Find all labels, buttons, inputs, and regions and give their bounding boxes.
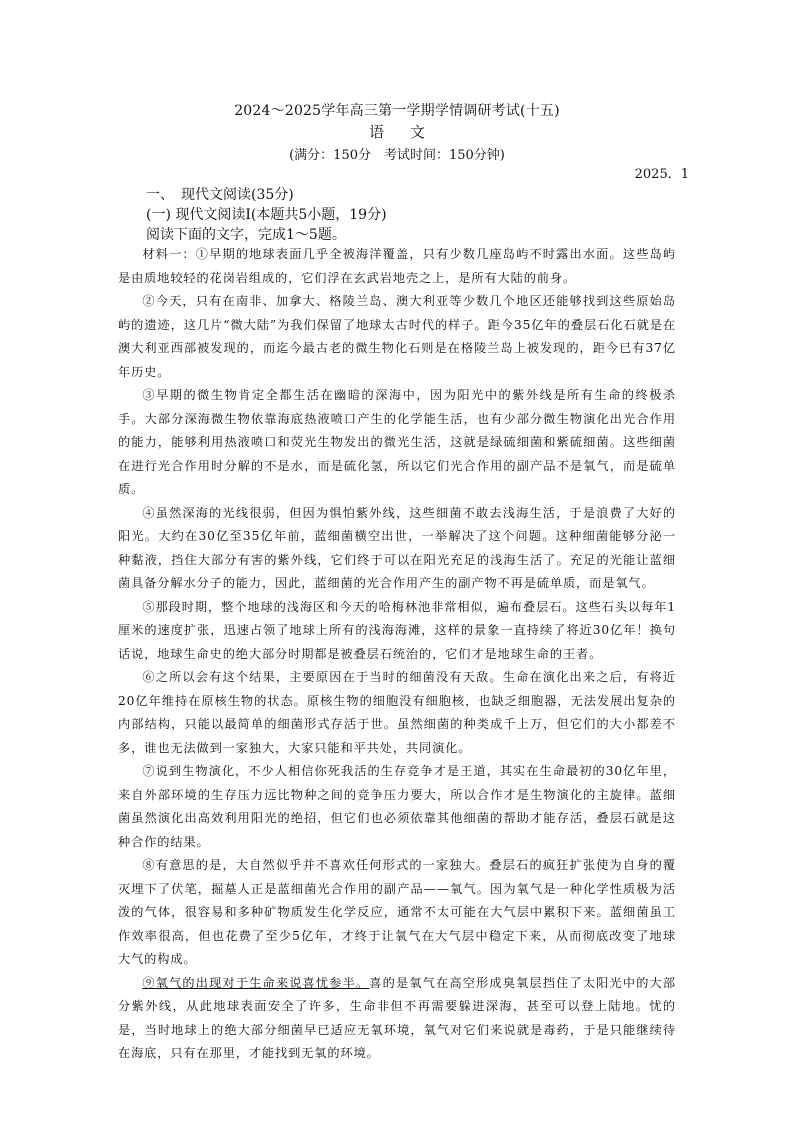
passage-paragraph-4: ④虽然深海的光线很弱，但因为惧怕紫外线，这些细菌不敢去浅海生活，于是浪费了大好的阳光。大约在30亿至35亿年前，蓝细菌横空出世，一举解决了这个问题。这种细菌能够分泌一种黏液，挡住大部分有害的紫外线，它们终于可以在阳光充足的浅海生活了。充足的光能让蓝细菌具备分解水分子的能力，因此，蓝细菌的光合作用产生的副产物不再是硫单质，而是氧气。 (118, 505, 676, 590)
reading-instruction: 阅读下面的文字，完成1～5题。 (146, 227, 346, 243)
section-heading: 一、 现代文阅读(35分) (146, 187, 294, 203)
passage-paragraph-6: ⑥之所以会有这个结果，主要原因在于当时的细菌没有天敌。生命在演化出来之后，有将近20亿年维持在原核生物的状态。原核生物的细胞没有细胞核，也缺乏细胞器，无法发展出复杂的内部结构，只能以最简单的细菌形式存活于世。虽然细菌的种类成千上万，但它们的大小都差不多，谁也无法做到一家独大，大家只能和平共处，共同演化。 (118, 670, 676, 755)
reading-passage (118, 243, 676, 1066)
passage-paragraph-2: ②今天，只有在南非、加拿大、格陵兰岛、澳大利亚等少数几个地区还能够找到这些原始岛屿的遗迹，这几片“微大陆”为我们保留了地球太古时代的样子。距今35亿年的叠层石化石就是在澳大利亚西部被发现的，而迄今最古老的微生物化石则是在格陵兰岛上被发现的，距今已有37亿年历史。 (118, 294, 676, 379)
passage-paragraph-5: ⑤那段时期，整个地球的浅海区和今天的哈梅林池非常相似，遍布叠层石。这些石头以每年1厘米的速度扩张，迅速占领了地球上所有的浅海海滩，这样的景象一直持续了将近30亿年！换句话说，地球生命史的绝大部分时期都是被叠层石统治的，它们才是地球生命的王者。 (118, 599, 676, 661)
passage-paragraph-7: ⑦说到生物演化，不少人相信你死我活的生存竞争才是王道，其实在生命最初的30亿年里，来自外部环境的生存压力远比物种之间的竞争压力要大，所以合作才是生物演化的主旋律。蓝细菌虽然演化出高效利用阳光的绝招，但它们也必须依靠其他细菌的帮助才能存活，叠层石就是这种合作的结果。 (118, 764, 676, 849)
passage-paragraph-8: ⑧有意思的是，大自然似乎并不喜欢任何形式的一家独大。叠层石的疯狂扩张使为自身的覆灭埋下了伏笔，掘墓人正是蓝细菌光合作用的副产品——氧气。因为氧气是一种化学性质极为活泼的气体，很容易和多种矿物质发生化学反应，通常不太可能在大气层中累积下来。蓝细菌虽工作效率很高，但也花费了至少5亿年，才终于让氧气在大气层中稳定下来，从而彻底改变了地球大气的构成。 (118, 858, 676, 966)
passage-paragraph-3: ③早期的微生物肯定全都生活在幽暗的深海中，因为阳光中的紫外线是所有生命的终极杀手。大部分深海微生物依靠海底热液喷口产生的化学能生活，也有少部分微生物演化出光合作用的能力，能够利用热液喷口和荧光生物发出的微光生活，这就是绿硫细菌和紫硫细菌。这些细菌在进行光合作用时分解的不是水，而是硫化氢，所以它们光合作用的副产品不是氧气，而是硫单质。 (118, 388, 676, 496)
underlined-sentence: ⑨氧气的出现对于生命来说喜忧参半。 (142, 975, 370, 990)
subsection-heading: (一) 现代文阅读Ⅰ(本题共5小题，19分) (146, 207, 387, 223)
paragraph-9-rest: 喜的是氧气在高空形成臭氧层挡住了太阳光中的大部分紫外线，从此地球表面安全了许多，生命非但不再需要躲进深海，甚至可以登上陆地。忧的是，当时地球上的绝大部分细菌早已适应无氧环境，氧气对它们来说就是毒药，于是只能继续待在海底，只有在那里，才能找到无氧的环境。 (118, 975, 676, 1060)
exam-info: (满分：150分 考试时间：150分钟) (289, 148, 505, 163)
passage-paragraph-1: 材料一：①早期的地球表面几乎全被海洋覆盖，只有少数几座岛屿不时露出水面。这些岛屿是由质地较轻的花岗岩组成的，它们浮在玄武岩地壳之上，是所有大陆的前身。 (118, 247, 676, 285)
exam-date: 2025．1 (634, 167, 689, 182)
exam-title: 2024～2025学年高三第一学期学情调研考试(十五) (234, 103, 560, 119)
subject-heading: 语文 (368, 123, 451, 141)
passage-paragraph-9 (118, 972, 676, 1066)
